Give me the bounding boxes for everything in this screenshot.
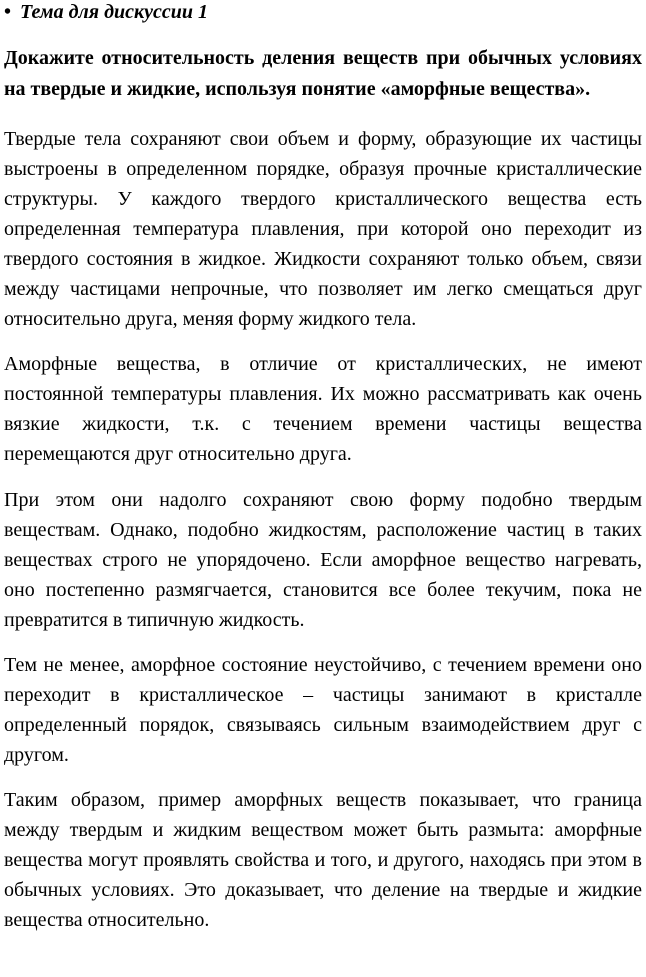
topic-heading	[4, 0, 642, 24]
paragraph-3: При этом они надолго сохраняют свою форму подобно твердым веществам. Однако, подобно жидкостям, расположение частиц в таких веществах строго не упорядочено. Если аморфное вещество нагревать, оно постепенно размягчается, становится все более текучим, пока не превратится в типичную жидкость.	[4, 489, 642, 631]
paragraph-4: Тем не менее, аморфное состояние неустойчиво, с течением времени оно переходит в кристаллическое – частицы занимают в кристалле определенный порядок, связываясь сильным взаимодействием друг с другом.	[4, 654, 642, 766]
bullet-marker: •	[4, 1, 12, 23]
topic-title: Тема для дискуссии 1	[20, 1, 209, 23]
paragraph-2: Аморфные вещества, в отличие от кристаллических, не имеют постоянной температуры плавления. Их можно рассматривать как очень вязкие жидкости, т.к. с течением времени частицы вещества перемещаются друг относительно друга.	[4, 353, 642, 465]
paragraph-1: Твердые тела сохраняют свои объем и форму, образующие их частицы выстроены в определенном порядке, образуя прочные кристаллические структуры. У каждого твердого кристаллического вещества есть определенная температура плавления, при которой оно переходит из твердого состояния в жидкое. Жидкости сохраняют только объем, связи между частицами непрочные, что позволяет им легко смещаться друг относительно друга, меняя форму жидкого тела.	[4, 128, 642, 330]
paragraph-5: Таким образом, пример аморфных веществ показывает, что граница между твердым и жидким веществом может быть размыта: аморфные вещества могут проявлять свойства и того, и другого, находясь при этом в обычных условиях. Это доказывает, что деление на твердые и жидкие вещества относительно.	[4, 789, 642, 931]
discussion-question: Докажите относительность деления веществ при обычных условиях на твердые и жидкие, используя понятие «аморфные вещества».	[4, 47, 642, 100]
